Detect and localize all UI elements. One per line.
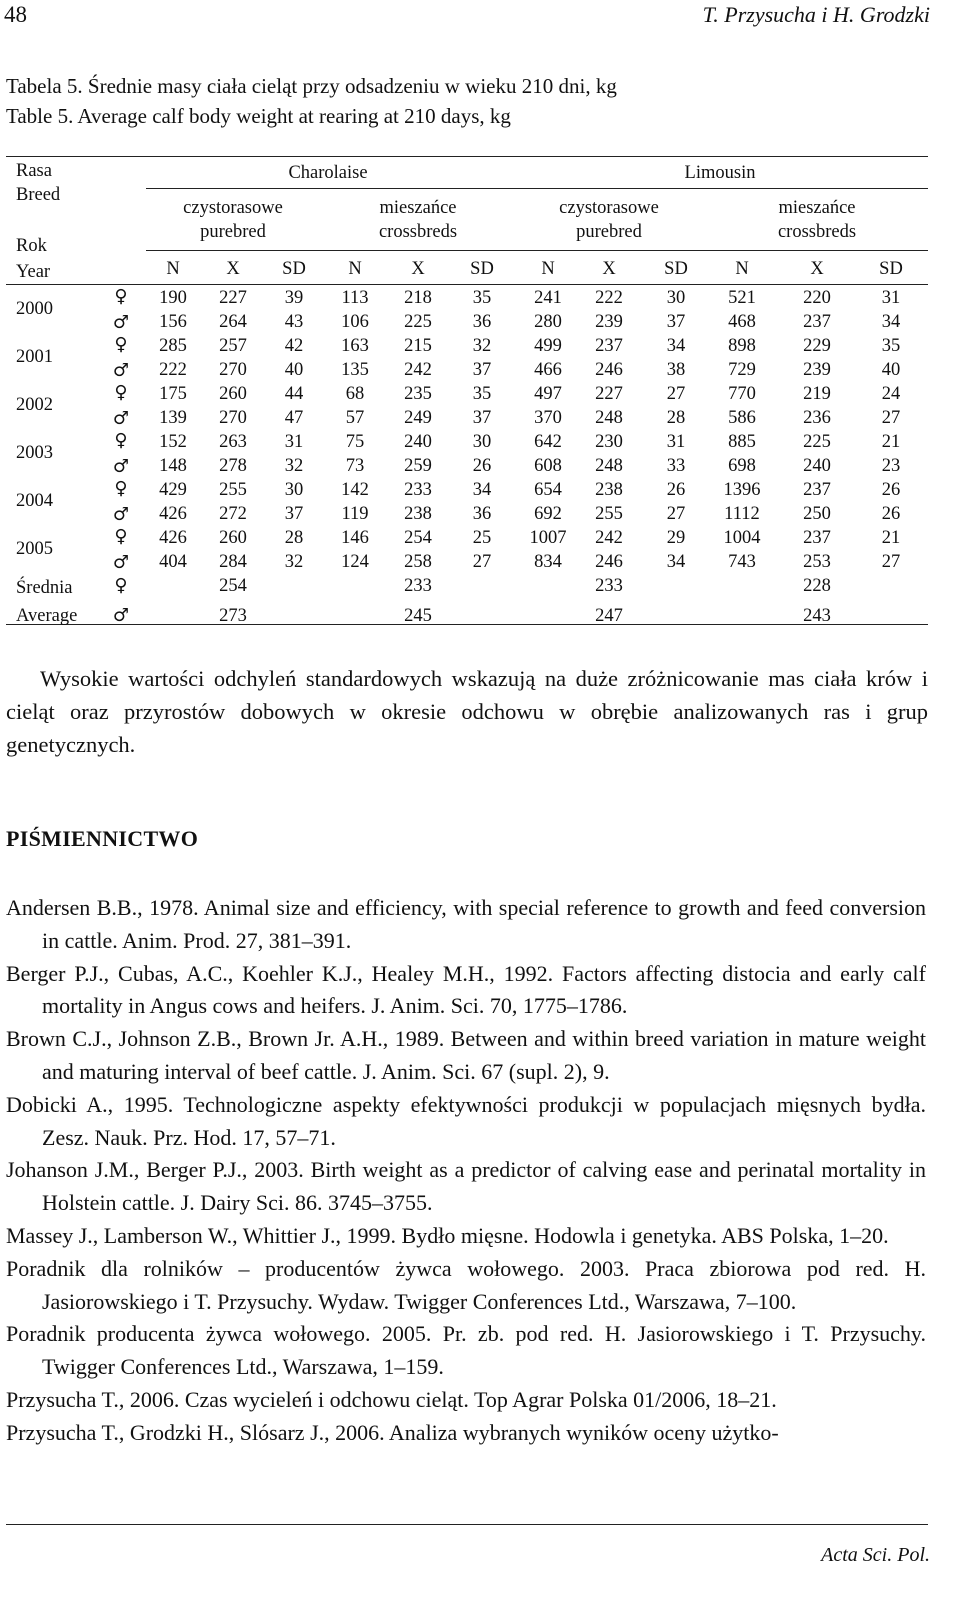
- year-label: 2000: [16, 299, 53, 319]
- table-cell: 28: [666, 408, 686, 428]
- male-symbol: ♂: [112, 360, 130, 381]
- table-cell: 25: [472, 528, 492, 548]
- table-cell: 222: [595, 288, 623, 308]
- table-cell: 27: [472, 552, 492, 572]
- table-cell: 34: [881, 312, 901, 332]
- table-cell: 40: [881, 360, 901, 380]
- table-cell: 468: [728, 312, 756, 332]
- table-cell: 146: [341, 528, 369, 548]
- male-symbol: ♂: [112, 605, 130, 626]
- header-charolaise-purebred-pl: czystorasowe: [183, 198, 283, 218]
- year-label: 2005: [16, 539, 53, 559]
- table-cell: 263: [219, 432, 247, 452]
- table-cell: 190: [159, 288, 187, 308]
- table-cell: 248: [595, 408, 623, 428]
- table-cell: 237: [803, 528, 831, 548]
- table-cell: 31: [881, 288, 901, 308]
- table-cell: 37: [666, 312, 686, 332]
- header-bottom-rule: [6, 284, 928, 285]
- table-cell: 24: [881, 384, 901, 404]
- table-cell: 241: [534, 288, 562, 308]
- table-cell: 215: [404, 336, 432, 356]
- table-cell: 152: [159, 432, 187, 452]
- page-number: 48: [4, 2, 27, 27]
- table-cell: 40: [284, 360, 304, 380]
- table-cell: 135: [341, 360, 369, 380]
- table-cell: 218: [404, 288, 432, 308]
- table-cell: 32: [284, 552, 304, 572]
- female-symbol: ♀: [114, 526, 128, 547]
- table-cell: 898: [728, 336, 756, 356]
- table-cell: 260: [219, 384, 247, 404]
- header-charolaise-crossbred-pl: mieszańce: [379, 198, 457, 218]
- table-cell: 28: [284, 528, 304, 548]
- table-cell: 608: [534, 456, 562, 476]
- table-cell: 113: [341, 288, 369, 308]
- table-cell: 246: [595, 552, 623, 572]
- table-cell: 175: [159, 384, 187, 404]
- table-cell: 278: [219, 456, 247, 476]
- header-limousin-purebred-en: purebred: [576, 222, 642, 242]
- table-cell: 142: [341, 480, 369, 500]
- body-paragraph-text: Wysokie wartości odchyleń standardowych wskazują na duże zróżnicowanie mas ciała krów i cieląt oraz przyrostów dobowych w okresie odchowu w obrębie analizowanych ras i grup genetycznych.: [6, 666, 928, 757]
- table-cell: 404: [159, 552, 187, 572]
- header-rok: Rok: [16, 236, 47, 256]
- average-label-pl: Średnia: [16, 578, 73, 598]
- table-cell: 34: [666, 336, 686, 356]
- table-cell: 222: [159, 360, 187, 380]
- table-cell: 163: [341, 336, 369, 356]
- table-cell: 253: [803, 552, 831, 572]
- table-cell: 254: [404, 528, 432, 548]
- table-cell: 30: [666, 288, 686, 308]
- table-cell: 270: [219, 408, 247, 428]
- header-breed: Breed: [16, 185, 61, 205]
- table-cell: 270: [219, 360, 247, 380]
- header-limousin: Limousin: [684, 163, 756, 183]
- table-cell: 148: [159, 456, 187, 476]
- header-year: Year: [16, 262, 51, 282]
- table-cell: 106: [341, 312, 369, 332]
- table-cell: 42: [284, 336, 304, 356]
- table-cell: 124: [341, 552, 369, 572]
- table-cell: 654: [534, 480, 562, 500]
- reference-item: Poradnik producenta żywca wołowego. 2005. Pr. zb. pod red. H. Jasiorowskiego i T. Przysuchy. Twigger Conferences Ltd., Warszawa, 1–159.: [6, 1321, 926, 1380]
- table-cell: 246: [595, 360, 623, 380]
- table-top-rule: [6, 156, 928, 157]
- male-symbol: ♂: [112, 504, 130, 525]
- table-cell: 139: [159, 408, 187, 428]
- female-symbol: ♀: [114, 286, 128, 307]
- table-cell: 240: [803, 456, 831, 476]
- reference-item: Brown C.J., Johnson Z.B., Brown Jr. A.H., 1989. Between and within breed variation in mature weight and maturing interval of beef cattle. J. Anim. Sci. 67 (supl. 2), 9.: [6, 1026, 926, 1084]
- table-cell: 30: [472, 432, 492, 452]
- column-header-n: N: [541, 259, 555, 279]
- table-cell: 237: [595, 336, 623, 356]
- footer-journal: Acta Sci. Pol.: [821, 1544, 930, 1566]
- table-cell: 26: [472, 456, 492, 476]
- header-rasa: Rasa: [16, 161, 52, 181]
- table-cell: 692: [534, 504, 562, 524]
- column-header-sd: SD: [282, 259, 306, 279]
- table-cell: 370: [534, 408, 562, 428]
- header-charolaise-crossbred-en: crossbreds: [378, 222, 458, 242]
- table-cell: 26: [881, 504, 901, 524]
- reference-item: Dobicki A., 1995. Technologiczne aspekty efektywności produkcji w populacjach mięsnych bydła. Zesz. Nauk. Prz. Hod. 17, 57–71.: [6, 1091, 926, 1150]
- table-cell: 280: [534, 312, 562, 332]
- average-cell: 245: [404, 606, 432, 626]
- table-bottom-rule: [6, 624, 928, 625]
- table-cell: 586: [728, 408, 756, 428]
- table-cell: 834: [534, 552, 562, 572]
- table-cell: 47: [284, 408, 304, 428]
- table-cell: 36: [472, 504, 492, 524]
- table-cell: 1396: [723, 480, 761, 500]
- table-cell: 257: [219, 336, 247, 356]
- column-header-x: X: [602, 259, 616, 279]
- column-header-sd: SD: [664, 259, 688, 279]
- table-cell: 240: [404, 432, 432, 452]
- table-cell: 35: [881, 336, 901, 356]
- table-cell: 499: [534, 336, 562, 356]
- table-cell: 285: [159, 336, 187, 356]
- table-cell: 57: [345, 408, 365, 428]
- year-label: 2002: [16, 395, 53, 415]
- table-cell: 642: [534, 432, 562, 452]
- table-cell: 1007: [529, 528, 567, 548]
- table-cell: 26: [666, 480, 686, 500]
- table-cell: 73: [345, 456, 365, 476]
- table-cell: 36: [472, 312, 492, 332]
- table-cell: 426: [159, 504, 187, 524]
- table-cell: 237: [803, 480, 831, 500]
- header-limousin-crossbred-pl: mieszańce: [778, 198, 856, 218]
- table-cell: 34: [666, 552, 686, 572]
- male-symbol: ♂: [112, 552, 130, 573]
- table-cell: 27: [881, 552, 901, 572]
- table-cell: 264: [219, 312, 247, 332]
- table-cell: 75: [345, 432, 365, 452]
- table-cell: 29: [666, 528, 686, 548]
- column-header-n: N: [735, 259, 749, 279]
- table-cell: 426: [159, 528, 187, 548]
- column-header-x: X: [226, 259, 240, 279]
- table-cell: 35: [472, 384, 492, 404]
- female-symbol: ♀: [114, 334, 128, 355]
- female-symbol: ♀: [114, 430, 128, 451]
- header-charolaise-purebred-en: purebred: [200, 222, 266, 242]
- average-label-en: Average: [16, 606, 78, 626]
- male-symbol: ♂: [112, 312, 130, 333]
- reference-item: Przysucha T., 2006. Czas wycieleń i odchowu cieląt. Top Agrar Polska 01/2006, 18–21.: [6, 1386, 777, 1412]
- reference-item: Massey J., Lamberson W., Whittier J., 1999. Bydło mięsne. Hodowla i genetyka. ABS Polska, 1–20.: [6, 1222, 889, 1248]
- reference-item: Przysucha T., Grodzki H., Slósarz J., 2006. Analiza wybranych wyników oceny użytko-: [6, 1419, 779, 1445]
- table-cell: 26: [881, 480, 901, 500]
- table-cell: 32: [284, 456, 304, 476]
- table-cell: 236: [803, 408, 831, 428]
- table-cell: 238: [595, 480, 623, 500]
- column-header-sd: SD: [470, 259, 494, 279]
- table-cell: 225: [404, 312, 432, 332]
- year-label: 2004: [16, 491, 53, 511]
- table-cell: 37: [472, 360, 492, 380]
- female-symbol: ♀: [114, 382, 128, 403]
- table-cell: 31: [666, 432, 686, 452]
- column-header-n: N: [166, 259, 180, 279]
- table-cell: 227: [595, 384, 623, 404]
- table-cell: 429: [159, 480, 187, 500]
- table-cell: 38: [666, 360, 686, 380]
- male-symbol: ♂: [112, 408, 130, 429]
- table-cell: 237: [803, 312, 831, 332]
- female-symbol: ♀: [114, 478, 128, 499]
- table-cell: 770: [728, 384, 756, 404]
- table-cell: 698: [728, 456, 756, 476]
- table-cell: 255: [595, 504, 623, 524]
- table-cell: 239: [803, 360, 831, 380]
- table-cell: 219: [803, 384, 831, 404]
- table-cell: 885: [728, 432, 756, 452]
- table-cell: 1112: [724, 504, 760, 524]
- table-cell: 242: [595, 528, 623, 548]
- table-cell: 238: [404, 504, 432, 524]
- references-heading: PIŚMIENNICTWO: [6, 826, 199, 851]
- table-cell: 272: [219, 504, 247, 524]
- table-cell: 21: [881, 528, 901, 548]
- table-cell: 250: [803, 504, 831, 524]
- table-cell: 32: [472, 336, 492, 356]
- table-cell: 284: [219, 552, 247, 572]
- table-cell: 225: [803, 432, 831, 452]
- table-cell: 156: [159, 312, 187, 332]
- table-cell: 68: [345, 384, 365, 404]
- year-label: 2001: [16, 347, 53, 367]
- table-cell: 34: [472, 480, 492, 500]
- table-cell: 21: [881, 432, 901, 452]
- male-symbol: ♂: [112, 456, 130, 477]
- table-cell: 230: [595, 432, 623, 452]
- header-limousin-purebred-pl: czystorasowe: [559, 198, 659, 218]
- table-cell: 249: [404, 408, 432, 428]
- reference-item: Berger P.J., Cubas, A.C., Koehler K.J., Healey M.H., 1992. Factors affecting distocia and early calf mortality in Angus cows and heifers. J. Anim. Sci. 70, 1775–1786.: [6, 960, 926, 1019]
- reference-item: Poradnik dla rolników – producentów żywca wołowego. 2003. Praca zbiorowa pod red. H. Jasiorowskiego i T. Przysuchy. Wydaw. Twigger Conferences Ltd., Warszawa, 7–100.: [6, 1255, 926, 1314]
- table-cell: 39: [284, 288, 304, 308]
- table-cell: 1004: [723, 528, 761, 548]
- breed-rule: [146, 188, 928, 189]
- table-cell: 729: [728, 360, 756, 380]
- average-cell: 233: [595, 576, 623, 596]
- reference-item: Johanson J.M., Berger P.J., 2003. Birth weight as a predictor of calving ease and perinatal mortality in Holstein cattle. J. Dairy Sci. 86. 3745–3755.: [6, 1157, 926, 1216]
- average-cell: 243: [803, 606, 831, 626]
- body-paragraph: [6, 662, 928, 761]
- table-cell: 743: [728, 552, 756, 572]
- references-list: [6, 892, 926, 1450]
- table-caption-pl: Tabela 5. Średnie masy ciała cieląt przy odsadzeniu w wieku 210 dni, kg: [6, 74, 617, 98]
- average-cell: 247: [595, 606, 623, 626]
- table-cell: 260: [219, 528, 247, 548]
- table-cell: 44: [284, 384, 304, 404]
- table-cell: 248: [595, 456, 623, 476]
- column-header-n: N: [348, 259, 362, 279]
- column-header-x: X: [411, 259, 425, 279]
- table-cell: 37: [472, 408, 492, 428]
- header-charolaise: Charolaise: [288, 163, 368, 183]
- table-cell: 229: [803, 336, 831, 356]
- table-cell: 23: [881, 456, 901, 476]
- table-cell: 227: [219, 288, 247, 308]
- table-cell: 27: [881, 408, 901, 428]
- female-symbol: ♀: [114, 575, 128, 596]
- table-cell: 239: [595, 312, 623, 332]
- table-cell: 27: [666, 504, 686, 524]
- group-rule: [146, 250, 928, 251]
- average-cell: 233: [404, 576, 432, 596]
- table-cell: 119: [341, 504, 369, 524]
- table-cell: 220: [803, 288, 831, 308]
- table-cell: 259: [404, 456, 432, 476]
- table-cell: 33: [666, 456, 686, 476]
- year-label: 2003: [16, 443, 53, 463]
- table-cell: 233: [404, 480, 432, 500]
- table-cell: 497: [534, 384, 562, 404]
- footer-rule: [6, 1524, 928, 1525]
- table-cell: 466: [534, 360, 562, 380]
- table-cell: 258: [404, 552, 432, 572]
- table-caption-en: Table 5. Average calf body weight at rearing at 210 days, kg: [6, 104, 511, 128]
- reference-item: Andersen B.B., 1978. Animal size and efficiency, with special reference to growth and feed conversion in cattle. Anim. Prod. 27, 381–391.: [6, 895, 926, 953]
- table-cell: 521: [728, 288, 756, 308]
- table-cell: 37: [284, 504, 304, 524]
- table-cell: 235: [404, 384, 432, 404]
- table-cell: 27: [666, 384, 686, 404]
- column-header-sd: SD: [879, 259, 903, 279]
- header-limousin-crossbred-en: crossbreds: [777, 222, 857, 242]
- table-cell: 30: [284, 480, 304, 500]
- average-cell: 254: [219, 576, 247, 596]
- column-header-x: X: [810, 259, 824, 279]
- average-cell: 228: [803, 576, 831, 596]
- table-cell: 35: [472, 288, 492, 308]
- table-cell: 242: [404, 360, 432, 380]
- average-cell: 273: [219, 606, 247, 626]
- running-head: T. Przysucha i H. Grodzki: [702, 2, 930, 27]
- table-cell: 255: [219, 480, 247, 500]
- table-cell: 43: [284, 312, 304, 332]
- table-cell: 31: [284, 432, 304, 452]
